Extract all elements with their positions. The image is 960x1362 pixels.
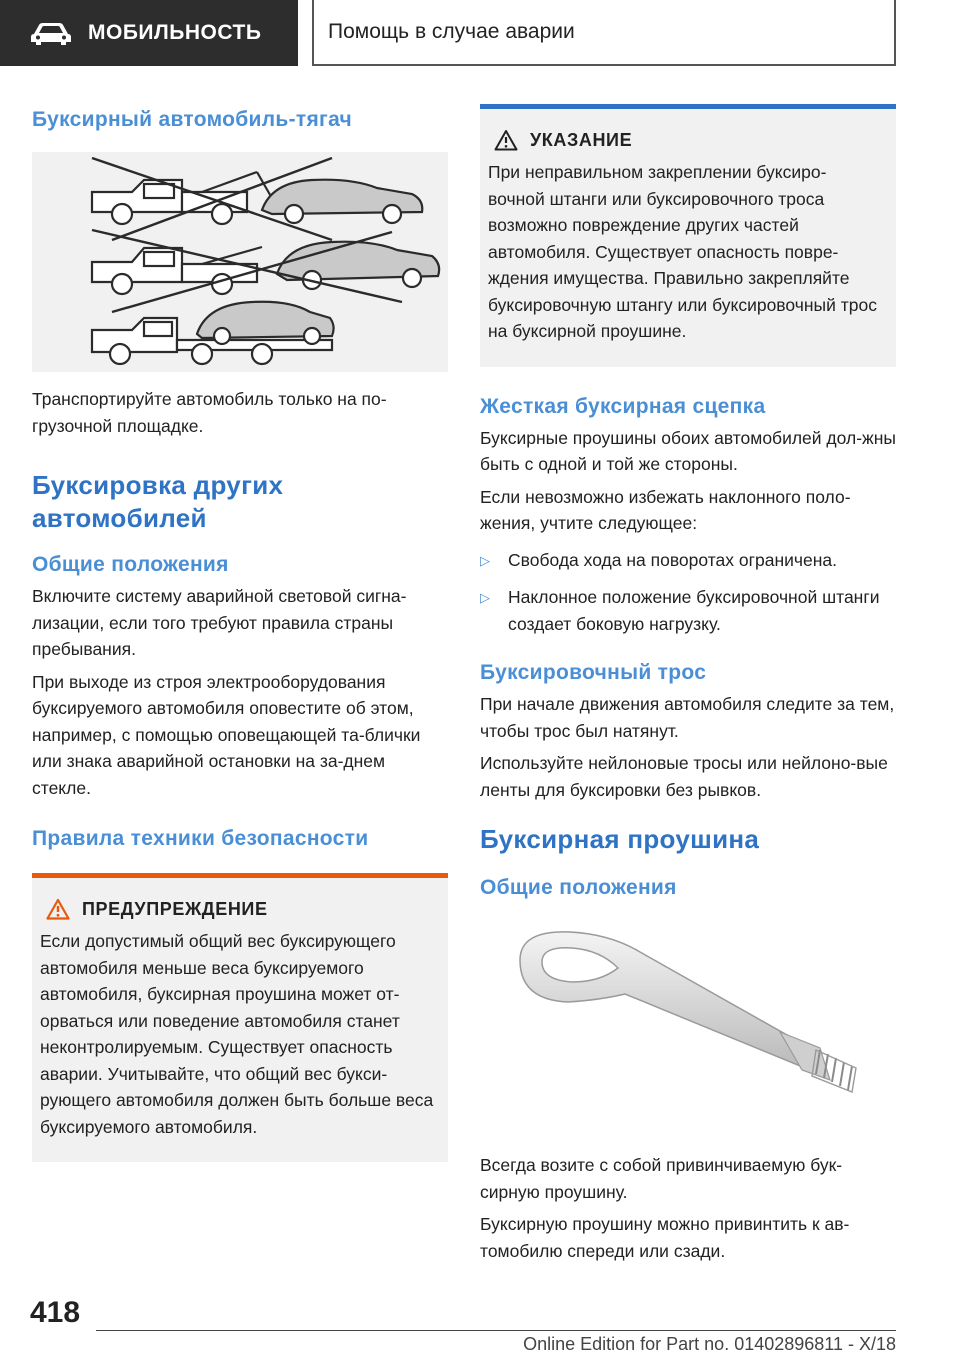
rigid-paragraph-2: Если невозможно избежать наклонного поло-жения, учтите следующее: (480, 486, 851, 533)
notice-text: При неправильном закреплении буксиро-вочной штанги или буксировочного троса возможно повреждение других частей автомобиля. Существует опасность повре-ждения имущества. Правильно закрепляйте буксировочную штангу или буксировочный трос на буксирной проушине. (488, 162, 877, 341)
tow-eye-general-heading: Общие положения (480, 876, 677, 899)
tow-rope-heading: Буксировочный трос (480, 661, 707, 684)
notice-label: УКАЗАНИЕ (530, 129, 633, 150)
warning-triangle-icon (46, 898, 70, 920)
electrical-failure-paragraph: При выходе из строя электрооборудования буксируемого автомобиля оповестите об этом, например, с помощью оповещающей та-блички или знака аварийной остановки на за-днем стекле. (32, 671, 421, 798)
page-header (0, 0, 960, 66)
tow-eye-paragraph-2: Буксирную проушину можно привинтить к ав-томобилю спереди или сзади. (480, 1214, 850, 1261)
tow-truck-caption: Транспортируйте автомобиль только на по-грузочной площадке. (32, 389, 387, 436)
warning-label: ПРЕДУПРЕЖДЕНИЕ (82, 898, 268, 919)
bullet-text: Наклонное положение буксировочной штанги создает боковую нагрузку. (508, 587, 880, 634)
chapter-title: Помощь в случае аварии (312, 0, 896, 66)
towing-others-heading: Буксировка других автомобилей (32, 470, 284, 533)
tow-eye-paragraph-1: Всегда возите с собой привинчиваемую бук-сирную проушину. (480, 1155, 843, 1202)
tow-truck-drawing (32, 152, 448, 372)
section-label: МОБИЛЬНОСТЬ (88, 21, 262, 44)
tow-eye-illustration (480, 920, 896, 1140)
warning-text: Если допустимый общий вес буксирующего автомобиля меньше веса буксируемого автомобиля, буксирная проушина может от-орваться или поведение автомобиля станет неконтролируемым. Существует опасность аварии. Учитывайте, что общий вес букси-рующего автомобиля должен быть больше веса буксируемого автомобиля. (40, 931, 434, 1137)
bullet-text: Свобода хода на поворотах ограничена. (508, 549, 838, 570)
section-tab (0, 0, 298, 66)
tow-eye-drawing (480, 920, 896, 1140)
rope-paragraph-1: При начале движения автомобиля следите за тем, чтобы трос был натянут. (480, 694, 895, 741)
rigid-bullet-list (480, 547, 896, 638)
tow-eye-heading: Буксирная проушина (480, 824, 760, 854)
edition-footer: Online Edition for Part no. 01402896811 - X/18 (523, 1334, 896, 1354)
notice-triangle-icon (494, 129, 518, 151)
left-column (32, 100, 448, 1162)
page-number: 418 (30, 1296, 81, 1329)
rope-paragraph-2: Используйте нейлоновые тросы или нейлоно-вые ленты для буксировки без рывков. (480, 753, 888, 800)
right-column (480, 104, 896, 1264)
tow-truck-illustration (32, 152, 448, 372)
safety-rules-heading: Правила техники безопасности (32, 827, 369, 850)
rigid-coupling-heading: Жесткая буксирная сцепка (480, 394, 766, 418)
tow-truck-heading: Буксирный автомобиль-тягач (32, 108, 353, 131)
bullet-triangle-icon: ▷ (480, 552, 490, 568)
notice-box (480, 109, 896, 367)
hazard-lights-paragraph: Включите систему аварийной световой сигна-лизации, если того требуют правила страны пребывания. (32, 586, 407, 659)
bullet-triangle-icon: ▷ (480, 590, 490, 605)
rigid-paragraph-1: Буксирные проушины обоих автомобилей дол-жны быть с одной и той же стороны. (480, 427, 896, 474)
car-icon (30, 20, 72, 46)
general-provisions-heading: Общие положения (32, 553, 229, 576)
list-item (480, 584, 896, 637)
list-item (480, 547, 896, 575)
warning-box (32, 878, 448, 1162)
footer-divider (96, 1330, 896, 1331)
